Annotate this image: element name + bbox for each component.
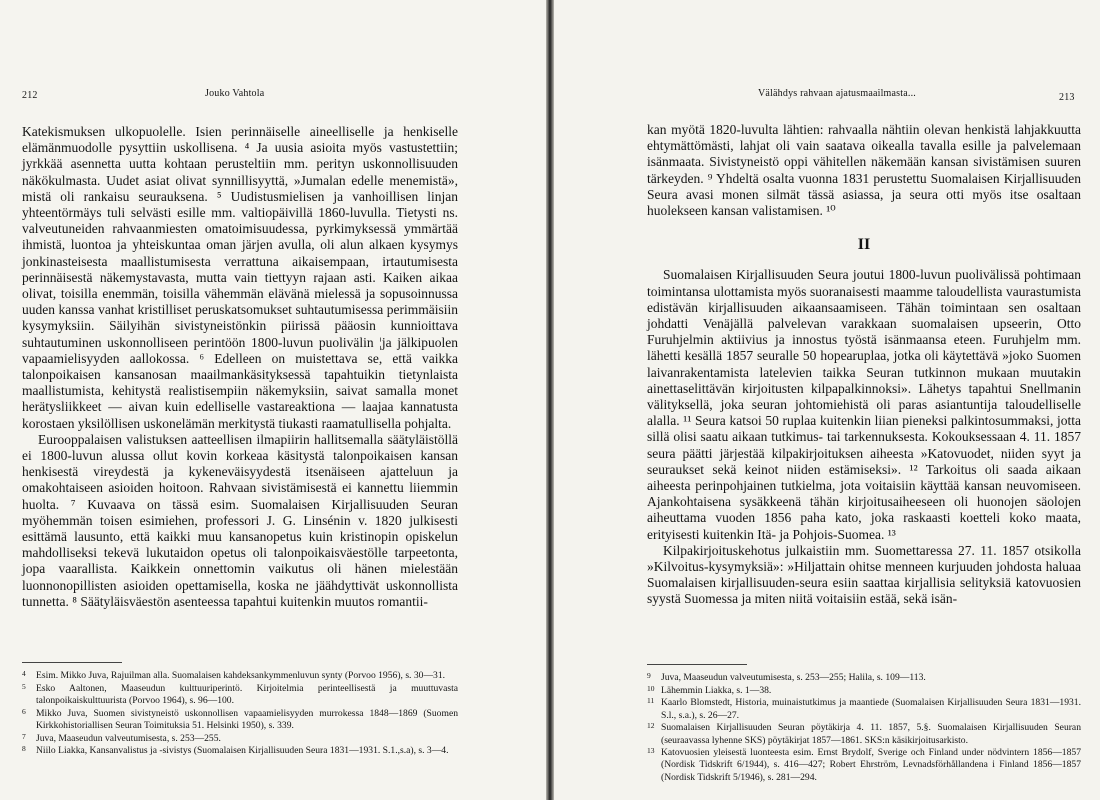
footnote-number: 12 [647,721,655,731]
footnote-number: 11 [647,696,655,706]
paragraph: Katekismuksen ulkopuolelle. Isien perinnäiselle aineelliselle ja henkiselle elämänmuodolle pysyttiin uskollisena. ⁴ Ja uusia asioita myös vastustettiin; jyrkkää asennetta uutta kohtaan perusteltiin mm. perityn uskonnollisuuden näkökulmasta. Uudet asiat olivat synnillisyyttä, »Jumalan edelle menemistä», mistä oli rankaisu seurauksena. ⁵ Uudistusmielisen ja vanhoillisen linjan yhteentörmäys tuli selvästi esille mm. valtiopäivillä 1860-luvulla. Tietysti ns. valveutuneiden rahvaanmiesten omatoimisuudessa, pyrkimyksessä ymmärtää ihmistä, luontoa ja yhteiskuntaa oman järjen avulla, oli alun alkaen kysymys jonkinasteisesta maallistumisesta verrattuna aikaisempaan, irtautumisesta perinnäisestä näkemystavasta, mutta vain tiettyyn rajaan asti. Kaiken aikaa olivat, toisilla enemmän, toisilla vähemmän elävänä mielessä ja sopusoinnussa uuden kanssa vanhat kristilliset peruskatsomukset suhtautumisessa perimmäisiin kysymyksiin. Säilyihän sivistyneistönkin piirissä pääosin kunnioittava suhtautuminen uskonnolliseen perintöön 1800-luvun puolivälin ¦ja jälkipuolen vapaamielisyyden aallokossa. ⁶ Edelleen on muistettava se, että vaikka talonpoikaisen kansanosan maailmankäsityksessä tapahtuikin tietynlaista maallistumista, kehitystä realistisempiin näkemyksiin, saivat samalla monet herätysliikkeet — aivan kuin edelliselle vastareaktiona — laajaa kannatusta korostaen yksilöllisen uskonelämän merkitystä tiukasti raamatullisella pohjalta. [22,124,458,431]
footnote-number: 5 [22,681,26,691]
paragraph: kan myötä 1820-luvulta lähtien: rahvaalla nähtiin olevan henkistä lahjakkuutta ehtymättömästi, lahjat oli vain saatava oikealla tavalla esille ja palvelemaan isänmaata. Sivistyneistö oppi vähitellen näkemään kansan sivistämisen suuren tärkeyden. ⁹ Yhdeltä osalta vuonna 1831 perustettu Suomalaisen Kirjallisuuden Seura avasi monen silmät tässä asiassa, ja seura otti myös itse osaltaan huolekseen kansan valistamisen. ¹⁰ [647,122,1081,219]
footnote [22,683,458,707]
left-page [0,0,546,800]
book-gutter [546,0,554,800]
footnote-number: 7 [22,731,26,741]
footnote [22,670,458,682]
footnote-text: Esim. Mikko Juva, Rajuilman alla. Suomalaisen kahdeksankymmenluvun synty (Porvoo 1956), s. 30—31. [36,670,446,681]
footnote-number: 9 [647,671,651,680]
footnotes [22,670,458,758]
paragraph: Kilpakirjoituskehotus julkaistiin mm. Suomettaressa 27. 11. 1857 otsikolla »Kilvoitus-kysymyksiä»: »Hiljattain ohitse menneen kurjuuden johdosta haluaa Suomalaisen kirjallisuuden-seura esiin saattaa kirjallisia selityksiä katovuosien syystä Suomessa ja miten niitä voitaisiin estää, sekä isän- [647,542,1081,607]
page-number: 212 [22,90,38,101]
paragraph: Eurooppalaisen valistuksen aatteellisen ilmapiirin hallitsemalla säätyläistöllä ei 1800-luvun alussa ollut kovin korkeaa käsitystä talonpoikaisen kansan henkisestä vireydestä ja kykeneväisyydestä itsenäiseen ajatteluun ja omakohtaiseen asioiden hoitoon. Rahvaan sivistämisestä ei kannettu liiemmin huolta. ⁷ Kuvaava on tässä esim. Suomalaisen Kirjallisuuden Seuran myöhemmän toisen esimiehen, professori J. G. Linsénin v. 1820 julkisesti esittämä lausunto, että kaikki muu kansanopetus kuin kristinopin opiskelun mahdolliseksi tekevä lukutaidon opetus oli talonpoikaisväestölle tarpeetonta, jopa vaarallista. Kaikkein onnettomin vaikutus oli hänen mielestään luonnonopillisten asioiden opettamisella, koska ne jäähdyttivät uskonnollista tunnetta. ⁸ Säätyläisväestön asenteessa tapahtui kuitenkin muutos romantii- [22,431,458,609]
footnotes [647,672,1081,784]
footnote-number: 13 [647,746,655,756]
running-head: Välähdys rahvaan ajatusmaailmasta... [758,88,916,99]
section-heading: II [857,236,871,254]
footnote-rule [22,662,122,663]
footnote [22,745,458,757]
body-text [647,122,1081,608]
footnote-text: Mikko Juva, Suomen sivistyneistö uskonnollisen vapaamielisyyden murrokessa 1848—1869 (Suomen Kirkkohistoriallisen Seuran Toimituksia 51. Helsinki 1950), s. 339. [36,707,458,731]
footnote-number: 4 [22,669,26,678]
right-page [554,0,1100,800]
footnote-text: Kaarlo Blomstedt, Historia, muinaistutkimus ja maantiede (Suomalaisen Kirjallisuuden Seura 1831—1931. S.l., s.a.), s. 26—27. [661,697,1081,721]
footnote [22,708,458,732]
page-number: 213 [1059,92,1075,103]
footnote-number: 8 [22,744,26,754]
footnote-text: Katovuosien yleisestä luonteesta esim. Ernst Brydolf, Sverige och Finland under nödvintern 1856—1857 (Nordisk Tidskrift 6/1944), s. 416—427; Robert Ehrström, Levnadsförhållandena i Finland 1856—1857 (Nordisk Tidskrift 5/1946), s. 281—294. [661,747,1081,783]
paragraph: Suomalaisen Kirjallisuuden Seura joutui 1800-luvun puolivälissä pohtimaan toimintansa ulottamista myös suoranaisesti maamme taloudellista vaurastumista edistävän kirjallisuuden aikaansaamiseen. Tähän toimintaan sen osaltaan johdatti Venäjällä palvelevan varakkaan suomalaisen upseerin, Otto Furuhjelmin aktiivius ja innostus työstä isänmaansa eteen. Furuhjelm mm. lähetti kesällä 1857 seuralle 50 hopearuplaa, jotka oli käytettävä »joko Suomen laivanrakentamista latelevien taikka Seuran tutkinnon mukaan muutakin ainettaselittävän kirjoitusten kilpapalkinnoksi». Lähetys tapahtui Snellmanin välityksellä, joka seuran johtomiehistä oli paras asiantuntija taloudelliselle alalla. ¹¹ Seura katsoi 50 ruplaa kuitenkin liian pieneksi palkintosummaksi, jotta sillä olisi saatu aikaan tutkimus- tai tarkennuksesta. Kokouksessaan 4. 11. 1857 seura päätti järjestää kilpakirjoituksen aiheesta »Katovuodet, niiden syyt ja seuraukset sekä keinot niiden estämiseksi». ¹² Tarkoitus oli saada aikaan aiheesta perinpohjainen tutkielma, jota voitaisiin käyttää kansan neuvomiseen. Ajankohtaisena sysäkkeenä tähän kirjoitusaiheeseen oli huonojen säolojen aiheuttama vuoden 1856 paha kato, joka raskaasti koetteli koko maata, erityisesti kuitenkin Itä- ja Pohjois-Suomea. ¹³ [647,267,1081,542]
footnote-text: Niilo Liakka, Kansanvalistus ja -sivistys (Suomalaisen Kirjallisuuden Seura 1831—1931. S.1.,s.a), s. 3—4. [36,745,449,757]
footnote-text: Lähemmin Liakka, s. 1—38. [661,684,772,696]
footnote-number: 10 [647,683,655,693]
footnote-text: Juva, Maaseudun valveutumisesta, s. 253—255; Halila, s. 109—113. [661,672,926,683]
footnote [647,685,1081,697]
footnote [647,672,1081,684]
footnote-rule [647,664,747,665]
footnote-text: Juva, Maaseudun valveutumisesta, s. 253—255. [36,732,221,744]
footnote-text: Suomalaisen Kirjallisuuden Seuran pöytäkirja 4. 11. 1857, 5.§. Suomalaisen Kirjallisuuden Seuran (seuraavassa lyhenne SKS) pöytäkirjat 1857—1861. SKS:n käsikirjoitusarkisto. [661,722,1081,746]
footnote-text: Esko Aaltonen, Maaseudun kulttuuriperintö. Kirjoitelmia perinteellisestä ja muuttuvasta talonpoikaiskulttuurista (Porvoo 1964), s. 96—100. [36,682,458,706]
footnote [647,697,1081,721]
body-text [22,124,458,610]
running-head: Jouko Vahtola [205,88,265,99]
footnote [647,722,1081,746]
footnote [647,747,1081,784]
footnote-number: 6 [22,706,26,716]
footnote [22,733,458,745]
